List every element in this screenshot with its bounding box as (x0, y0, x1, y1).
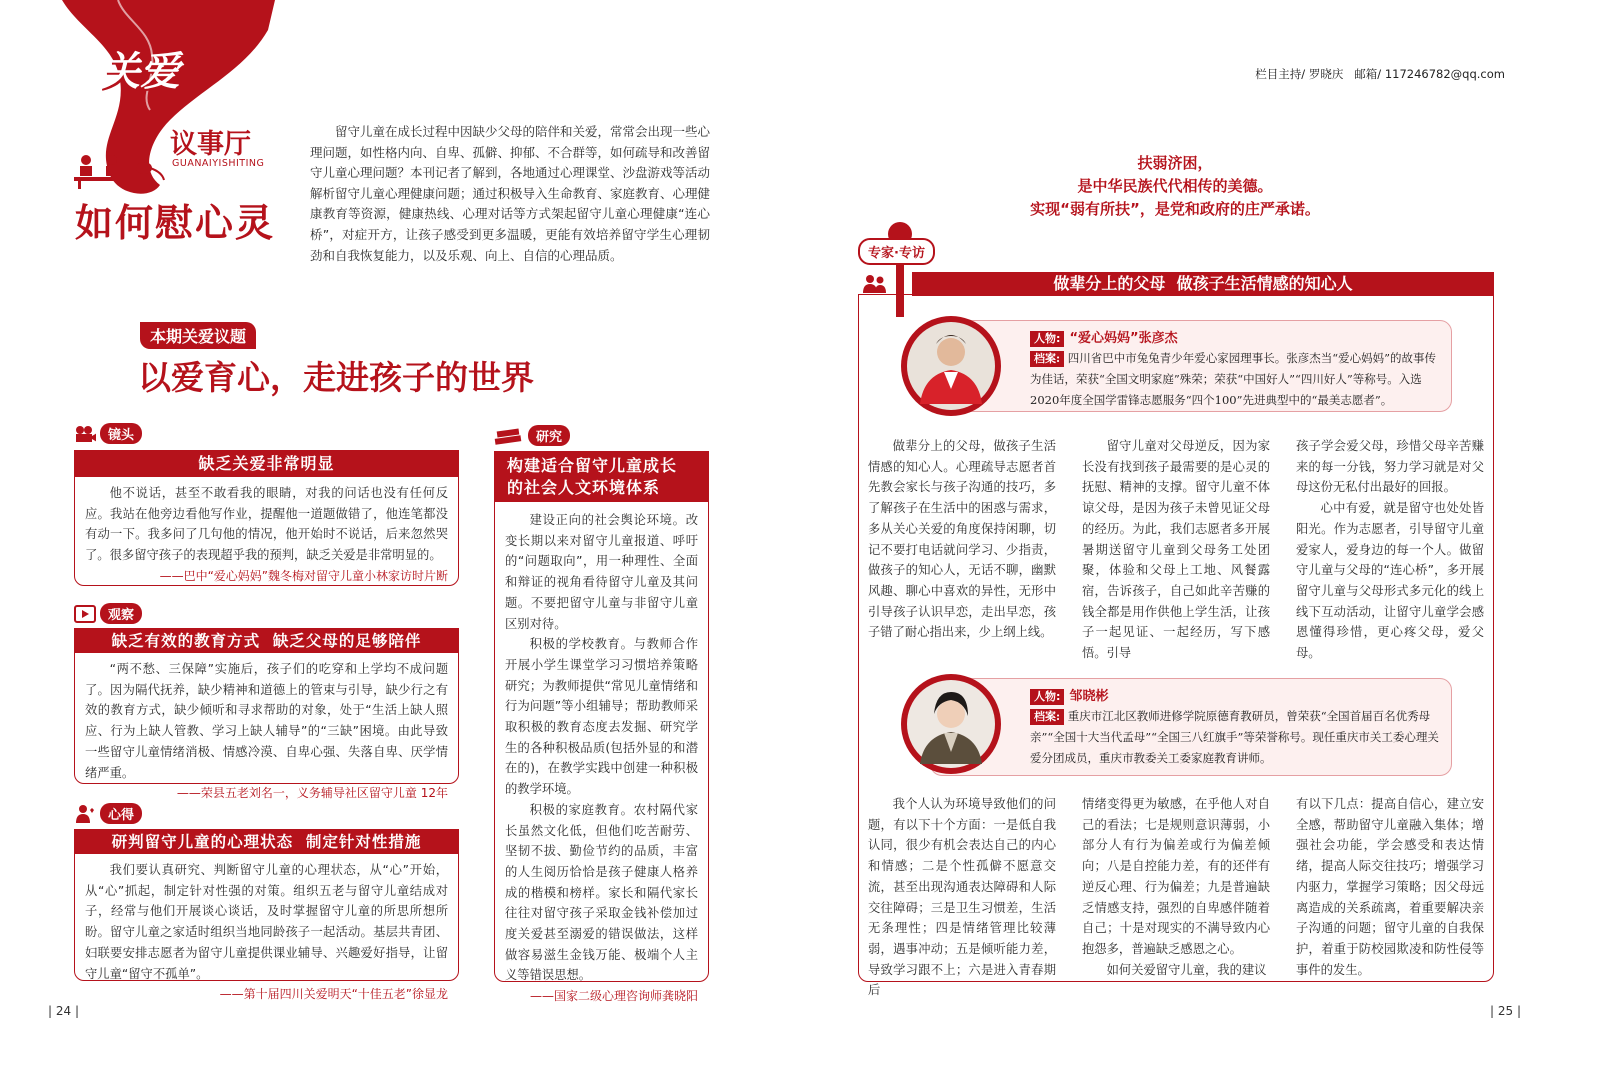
article2-col3: 有以下几点：提高自信心，建立安全感，帮助留守儿童融入集体；增强社会功能，学会感受和表达情绪，提高人际交往技巧；增强学习内驱力，掌握学习策略；因父母远离造成的关系疏离，着重要解决亲子沟通的问题；留守儿童的自我保护，着重于防校园欺凌和防性侵等事件的发生。 (1296, 797, 1484, 977)
article1-col3: 孩子学会爱父母，珍惜父母辛苦赚来的每一分钱，努力学习就是对父母这份无私付出最好的回报。 心中有爱，就是留守也处处皆阳光。作为志愿者，引导留守儿童爱家人，爱身边的每一个人。做留守儿童与父母的“连心桥”，多开展留守儿童与父母形式多元化的线上线下互动活动，让留守儿童学会感恩懂得珍惜，更心疼父母，爱父母。 (1296, 439, 1484, 661)
person1-bio: 四川省巴中市兔兔青少年爱心家园理事长。张彦杰当“爱心妈妈”的故事传为佳话，荣获“全国文明家庭”殊荣；荣获“中国好人”“四川好人”等称号。入选2020年度全国学雷锋志愿服务“四个100”先进典型中的“最美志愿者”。 (1030, 351, 1436, 407)
heart-box (74, 829, 459, 1002)
expert-tag-wrap (858, 238, 935, 265)
person1-info (1030, 328, 1445, 411)
intro-paragraph: 留守儿童在成长过程中因缺少父母的陪伴和关爱，常常会出现一些心理问题，如性格内向、自卑、孤僻、抑郁、不合群等，如何疏导和改善留守儿童心理问题？本刊记者了解到，各地通过心理课堂、沙盘游戏等活动解析留守儿童心理健康问题；通过积极导入生命教育、家庭教育、心理健康教育等资源，健康热线、心理对话等方式架起留守儿童心理健康“连心桥”，对症开方，让孩子感受到更多温暖，更能有效培养留守学生心理韧劲和自我恢复能力，以及乐观、向上、自信的心理品质。 (310, 124, 711, 263)
research-p2: 积极的学校教育。与教师合作开展小学生课堂学习习惯培养策略研究；为教师提供“常见儿童情绪和行为问题”等小组辅导；帮助教师采取积极的教育态度去发掘、研究学生的各种积极品质(包括外显的和潜在的)，在教学实践中创建一种积极的教学环境。 (505, 637, 698, 797)
research-source: ——国家二级心理咨询师龚晓阳 (529, 989, 698, 1004)
logo-title-top: 关爱 (100, 48, 180, 95)
observe-tag: 观察 (100, 603, 142, 624)
meeting-table-icon (72, 150, 172, 190)
article1-col1: 做辈分上的父母，做孩子生活情感的知心人。心理疏导志愿者首先教会家长与孩子沟通的技巧，多了解孩子在生活中的困惑与需求，多从关心关爱的角度保持闲聊，切记不要打电话就问学习、少指责，做孩子的知心人，无话不聊，幽默风趣、聊心中喜欢的异性，无形中引导孩子认识早恋，走出早恋，孩子错了耐心指出来，少上纲上线。 (868, 439, 1056, 640)
logo-title-main: 如何慰心灵 (75, 200, 276, 245)
research-title (495, 452, 708, 502)
slogan-line1: 扶弱济困， (1137, 154, 1213, 172)
observe-box (74, 628, 459, 801)
person1-label: 人物: (1030, 331, 1064, 347)
topic-headline: 以爱育心，走进孩子的世界 (138, 358, 534, 397)
article2-col1: 我个人认为环境导致他们的问题，有以下十个方面：一是低自我认同，很少有机会表达自己的内心和情感；二是个性孤僻不愿意交流，甚至出现沟通表达障碍和人际交往障碍；三是卫生习惯差，生活无条理性；四是情绪管理比较薄弱，遇事冲动；五是倾听能力差，导致学习跟不上；六是进入青春期后 (868, 797, 1056, 998)
heart-tagline (74, 803, 142, 824)
observe-text: “两不愁、三保障”实施后，孩子们的吃穿和上学均不成问题了。因为隔代抚养，缺少精神和道德上的管束与引导，缺少行之有效的教育方式，缺少倾听和寻求帮助的对象，处于“生活上缺人照应、行为上缺人管教、学习上缺人辅导”的“三缺”困境。由此导致一些留守儿童情绪消极、情感冷漠、自卑心强、失落自卑、厌学情绪严重。 (85, 662, 448, 780)
page-number-right: | 25 | (1490, 1004, 1521, 1018)
heart-tag: 心得 (100, 803, 142, 824)
research-box (494, 451, 709, 1004)
research-p3: 积极的家庭教育。农村隔代家长虽然文化低，但他们吃苦耐劳、坚韧不拔、勤俭节约的品质，丰富的人生阅历恰恰是孩子健康人格养成的楷模和榜样。家长和隔代家长往往对留守孩子采取金钱补偿加过度关爱甚至溺爱的错误做法，这样做容易滋生金钱万能、极端个人主义等错误思想。 (505, 802, 698, 983)
lens-title: 缺乏关爱非常明显 (75, 451, 458, 477)
research-title-line1: 构建适合留守儿童成长 (507, 456, 678, 475)
slogan-line3: 实现“弱有所扶”，是党和政府的庄严承诺。 (1030, 200, 1320, 218)
slogan-line2: 是中华民族代代相传的美德。 (1077, 177, 1273, 195)
lens-source: ——巴中“爱心妈妈”魏冬梅对留守儿童小林家访时片断 (159, 568, 448, 583)
person2-info (1030, 686, 1445, 769)
logo-pinyin: GUANAIYISHITING (172, 158, 265, 169)
article2-col2: 情绪变得更为敏感，在乎他人对自己的看法；七是规则意识薄弱，小部分人有行为偏差或行为偏差倾向；八是自控能力差，有的还伴有逆反心理、行为偏差；九是普遍缺乏情感支持，强烈的自卑感伴随着自己；十是对现实的不满导致内心抱怨多，普遍缺乏感恩之心。 如何关爱留守儿童，我的建议 (1082, 797, 1270, 977)
article1-col2: 留守儿童对父母逆反，因为家长没有找到孩子最需要的是心灵的抚慰、精神的支撑。留守儿童不体谅父母，是因为孩子未曾见证父母的经历。为此，我们志愿者多开展暑期送留守儿童到父母务工处团聚，体验和父母上工地、风餐露宿，告诉孩子，自己如此辛苦赚的钱全都是用作供他上学生活，让孩子一起见证、一起经历，写下感悟。引导 (1082, 439, 1270, 661)
expert-headline: 做辈分上的父母 做孩子生活情感的知心人 (912, 272, 1494, 296)
topic-label: 本期关爱议题 (140, 322, 256, 349)
person2-avatar (896, 672, 1006, 776)
person1-name: “爱心妈妈”张彦杰 (1069, 331, 1178, 346)
research-tagline (494, 425, 570, 446)
person2-file-label: 档案: (1030, 709, 1064, 725)
play-screen-icon (74, 604, 96, 624)
person2-label: 人物: (1030, 689, 1064, 705)
research-tag: 研究 (528, 425, 570, 446)
books-icon (494, 426, 524, 446)
people-icon (862, 274, 888, 294)
research-p1: 建设正向的社会舆论环境。改变长期以来对留守儿童报道、呼吁的“问题取向”，用一种理性、全面和辩证的视角看待留守儿童及其问题。不要把留守儿童与非留守儿童区别对待。 (505, 513, 698, 631)
person-heart-icon (74, 804, 96, 824)
camera-icon (74, 424, 96, 444)
heart-source: ——第十届四川关爱明天“十佳五老”徐显龙 (219, 987, 448, 1002)
research-title-line2: 的社会人文环境体系 (507, 478, 661, 497)
person2-name: 邹晓彬 (1069, 689, 1109, 704)
observe-source: ——荣县五老刘名一，义务辅导社区留守儿童 12年 (176, 786, 448, 801)
lens-text: 他不说话，甚至不敢看我的眼睛，对我的问话也没有任何反应。我站在他旁边看他写作业，提醒他一道题做错了，他连笔都没有动一下。我多问了几句他的情况，他开始时不说话，后来忽然哭了。很多留守孩子的表现超乎我的预判，缺乏关爱是非常明显的。 (85, 486, 448, 563)
editor-info: 栏目主持/ 罗晓庆 邮箱/ 117246782@qq.com (1255, 67, 1505, 81)
heart-text: 我们要认真研究、判断留守儿童的心理状态，从“心”开始，从“心”抓起，制定针对性强的对策。组织五老与留守儿童结成对子，经常与他们开展谈心谈话，及时掌握留守儿童的所思所想所盼。留守儿童之家适时组织当地同龄孩子一起活动。基层共青团、妇联要安排志愿者为留守儿童提供课业辅导、兴趣爱好指导，让留守儿童“留守不孤单”。 (85, 863, 448, 981)
observe-title: 缺乏有效的教育方式 缺乏父母的足够陪伴 (75, 629, 458, 653)
lens-tag: 镜头 (100, 423, 142, 444)
lens-box (74, 450, 459, 586)
person2-bio: 重庆市江北区教师进修学院原德育教研员，曾荣获“全国首届百名优秀母亲”“全国十大当代孟母”“全国三八红旗手”等荣誉称号。现任重庆市关工委心理关爱分团成员，重庆市教委关工委家庭教育讲师。 (1030, 709, 1439, 765)
expert-tag: 专家·专访 (858, 238, 935, 265)
logo-title-mid: 议事厅 (170, 129, 251, 160)
person1-avatar (896, 314, 1006, 418)
person1-file-label: 档案: (1030, 351, 1064, 367)
heart-title: 研判留守儿童的心理状态 制定针对性措施 (75, 830, 458, 854)
lens-tagline (74, 423, 142, 444)
page-number-left: | 24 | (48, 1004, 79, 1018)
observe-tagline (74, 603, 142, 624)
slogan (990, 152, 1360, 221)
